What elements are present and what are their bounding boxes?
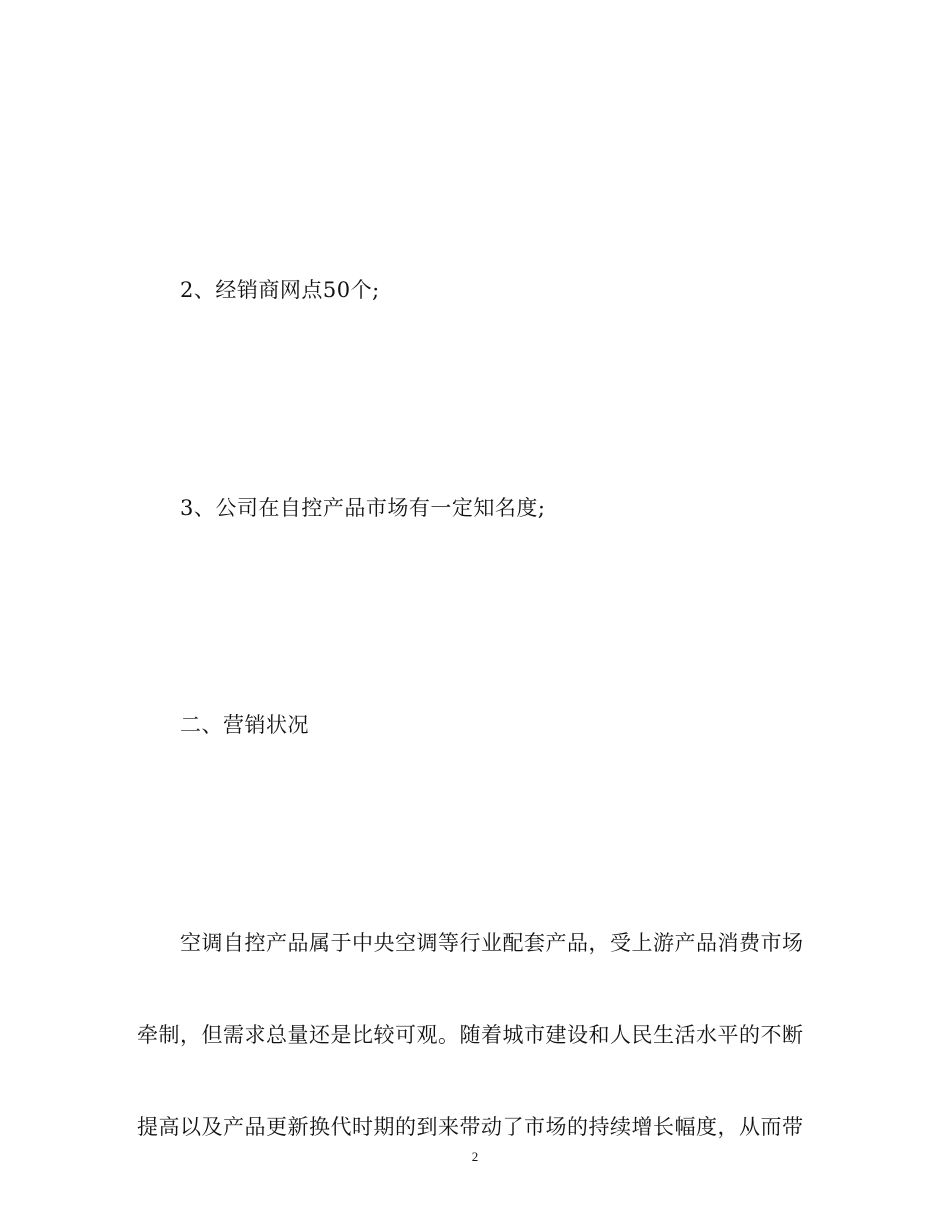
list-item-dealer-outlets: 2、经销商网点50个; xyxy=(180,278,380,302)
list-item-brand-awareness: 3、公司在自控产品市场有一定知名度; xyxy=(180,496,546,520)
section-heading-marketing-status: 二、营销状况 xyxy=(180,713,309,737)
page-number: 2 xyxy=(471,1149,479,1164)
paragraph-line-2: 牵制，但需求总量还是比较可观。随着城市建设和人民生活水平的不断 xyxy=(137,1023,804,1047)
paragraph-line-1: 空调自控产品属于中央空调等行业配套产品，受上游产品消费市场 xyxy=(180,931,804,955)
paragraph-line-3: 提高以及产品更新换代时期的到来带动了市场的持续增长幅度，从而带 xyxy=(137,1115,804,1139)
